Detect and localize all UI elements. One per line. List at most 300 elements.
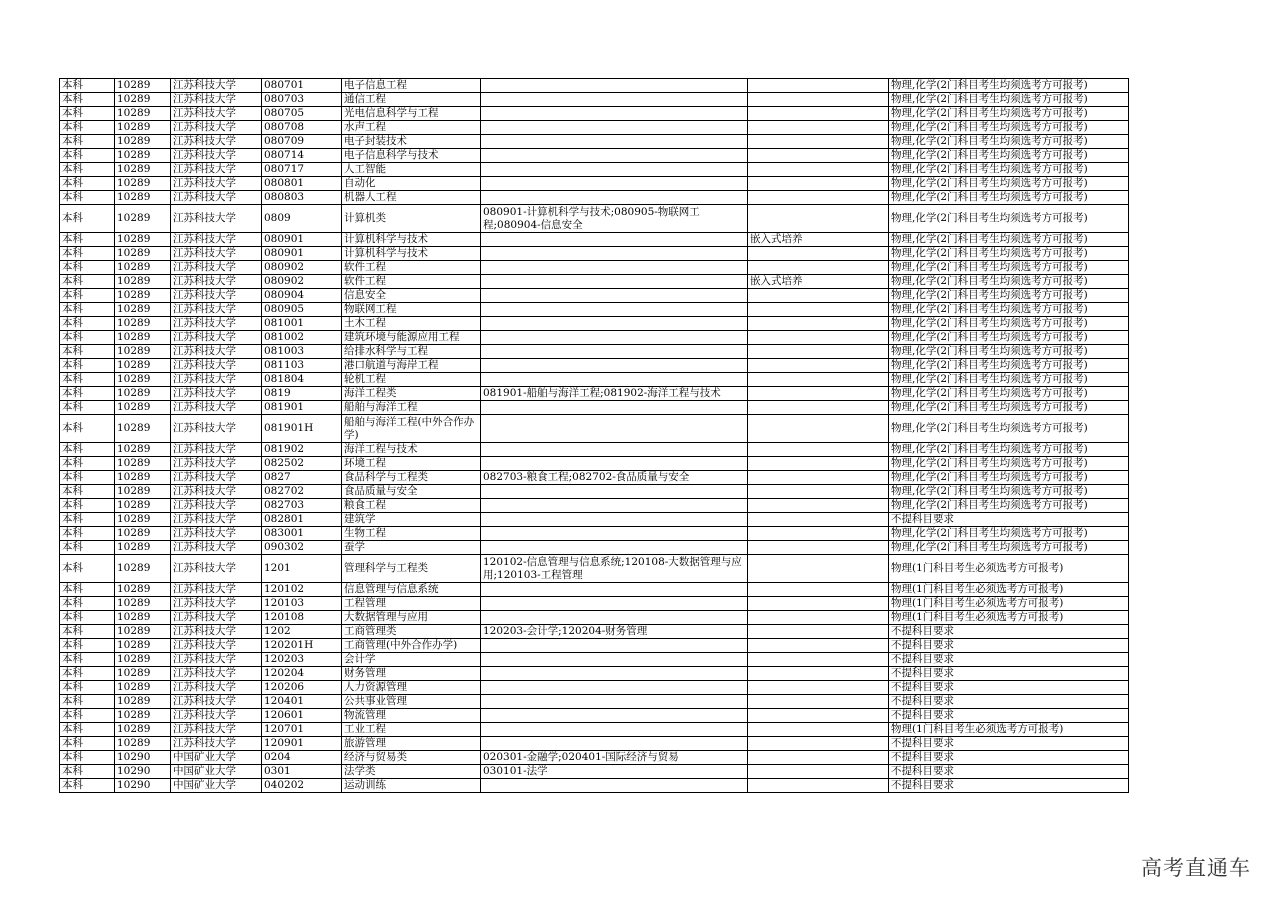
subject-requirement-cell: 物理,化学(2门科目考生均须选考方可报考) <box>889 303 1129 317</box>
level-cell: 本科 <box>60 345 115 359</box>
school-name-cell: 江苏科技大学 <box>171 163 262 177</box>
school-code-cell: 10289 <box>115 513 171 527</box>
subject-requirement-cell: 物理,化学(2门科目考生均须选考方可报考) <box>889 415 1129 443</box>
major-name-cell: 海洋工程与技术 <box>342 443 481 457</box>
major-name-cell: 海洋工程类 <box>342 387 481 401</box>
remark-cell <box>748 639 889 653</box>
major-name-cell: 通信工程 <box>342 93 481 107</box>
level-cell: 本科 <box>60 709 115 723</box>
table-row <box>60 107 1129 121</box>
data-table <box>59 78 1129 793</box>
remark-cell <box>748 667 889 681</box>
remark-cell <box>748 79 889 93</box>
school-code-cell: 10289 <box>115 387 171 401</box>
school-name-cell: 江苏科技大学 <box>171 415 262 443</box>
major-name-cell: 轮机工程 <box>342 373 481 387</box>
level-cell: 本科 <box>60 471 115 485</box>
major-name-cell: 工程管理 <box>342 597 481 611</box>
school-name-cell: 江苏科技大学 <box>171 177 262 191</box>
major-code-cell: 120108 <box>262 611 342 625</box>
school-code-cell: 10289 <box>115 345 171 359</box>
level-cell: 本科 <box>60 611 115 625</box>
level-cell: 本科 <box>60 639 115 653</box>
school-name-cell: 江苏科技大学 <box>171 107 262 121</box>
school-name-cell: 中国矿业大学 <box>171 765 262 779</box>
included-majors-cell <box>481 513 748 527</box>
table-row <box>60 79 1129 93</box>
table-row <box>60 555 1129 583</box>
included-majors-cell <box>481 191 748 205</box>
school-code-cell: 10290 <box>115 751 171 765</box>
major-code-cell: 040202 <box>262 779 342 793</box>
school-code-cell: 10289 <box>115 443 171 457</box>
remark-cell <box>748 191 889 205</box>
school-code-cell: 10289 <box>115 695 171 709</box>
remark-cell <box>748 163 889 177</box>
table-row <box>60 303 1129 317</box>
school-code-cell: 10289 <box>115 611 171 625</box>
included-majors-cell <box>481 415 748 443</box>
subject-requirement-cell: 物理(1门科目考生必须选考方可报考) <box>889 555 1129 583</box>
school-name-cell: 江苏科技大学 <box>171 303 262 317</box>
major-code-cell: 080901 <box>262 247 342 261</box>
included-majors-cell <box>481 457 748 471</box>
level-cell: 本科 <box>60 135 115 149</box>
major-code-cell: 120901 <box>262 737 342 751</box>
school-code-cell: 10289 <box>115 93 171 107</box>
school-code-cell: 10289 <box>115 401 171 415</box>
remark-cell <box>748 205 889 233</box>
school-code-cell: 10289 <box>115 527 171 541</box>
level-cell: 本科 <box>60 499 115 513</box>
school-name-cell: 江苏科技大学 <box>171 401 262 415</box>
major-code-cell: 081103 <box>262 359 342 373</box>
school-code-cell: 10289 <box>115 177 171 191</box>
school-code-cell: 10289 <box>115 471 171 485</box>
remark-cell <box>748 527 889 541</box>
level-cell: 本科 <box>60 373 115 387</box>
school-code-cell: 10289 <box>115 135 171 149</box>
major-name-cell: 电子信息工程 <box>342 79 481 93</box>
school-name-cell: 江苏科技大学 <box>171 527 262 541</box>
major-code-cell: 080902 <box>262 275 342 289</box>
school-code-cell: 10289 <box>115 331 171 345</box>
table-row <box>60 191 1129 205</box>
subject-requirement-cell: 不提科目要求 <box>889 751 1129 765</box>
major-code-cell: 120701 <box>262 723 342 737</box>
included-majors-cell <box>481 289 748 303</box>
table-row <box>60 177 1129 191</box>
school-code-cell: 10289 <box>115 205 171 233</box>
subject-requirement-cell: 物理,化学(2门科目考生均须选考方可报考) <box>889 191 1129 205</box>
remark-cell <box>748 723 889 737</box>
level-cell: 本科 <box>60 527 115 541</box>
level-cell: 本科 <box>60 149 115 163</box>
table-row <box>60 163 1129 177</box>
remark-cell <box>748 737 889 751</box>
remark-cell <box>748 485 889 499</box>
level-cell: 本科 <box>60 359 115 373</box>
table-row <box>60 359 1129 373</box>
school-code-cell: 10289 <box>115 289 171 303</box>
remark-cell <box>748 149 889 163</box>
school-name-cell: 江苏科技大学 <box>171 667 262 681</box>
subject-requirement-cell: 物理,化学(2门科目考生均须选考方可报考) <box>889 247 1129 261</box>
subject-requirement-cell: 不提科目要求 <box>889 709 1129 723</box>
level-cell: 本科 <box>60 289 115 303</box>
table-row <box>60 667 1129 681</box>
major-code-cell: 080705 <box>262 107 342 121</box>
major-name-cell: 生物工程 <box>342 527 481 541</box>
major-name-cell: 软件工程 <box>342 261 481 275</box>
remark-cell <box>748 387 889 401</box>
table-row <box>60 625 1129 639</box>
major-code-cell: 0204 <box>262 751 342 765</box>
major-name-cell: 法学类 <box>342 765 481 779</box>
major-code-cell: 120102 <box>262 583 342 597</box>
level-cell: 本科 <box>60 695 115 709</box>
major-name-cell: 计算机科学与技术 <box>342 247 481 261</box>
major-code-cell: 120103 <box>262 597 342 611</box>
level-cell: 本科 <box>60 317 115 331</box>
major-name-cell: 物联网工程 <box>342 303 481 317</box>
school-name-cell: 江苏科技大学 <box>171 639 262 653</box>
level-cell: 本科 <box>60 331 115 345</box>
subject-requirement-cell: 物理,化学(2门科目考生均须选考方可报考) <box>889 345 1129 359</box>
level-cell: 本科 <box>60 583 115 597</box>
school-name-cell: 江苏科技大学 <box>171 317 262 331</box>
remark-cell <box>748 443 889 457</box>
subject-requirement-cell: 不提科目要求 <box>889 513 1129 527</box>
remark-cell <box>748 415 889 443</box>
included-majors-cell <box>481 373 748 387</box>
school-name-cell: 江苏科技大学 <box>171 149 262 163</box>
included-majors-cell <box>481 359 748 373</box>
subject-requirement-cell: 物理,化学(2门科目考生均须选考方可报考) <box>889 107 1129 121</box>
subject-requirement-cell: 物理,化学(2门科目考生均须选考方可报考) <box>889 359 1129 373</box>
major-name-cell: 船舶与海洋工程(中外合作办学) <box>342 415 481 443</box>
school-code-cell: 10289 <box>115 303 171 317</box>
school-name-cell: 中国矿业大学 <box>171 751 262 765</box>
remark-cell <box>748 695 889 709</box>
table-row <box>60 765 1129 779</box>
included-majors-cell <box>481 163 748 177</box>
major-code-cell: 083001 <box>262 527 342 541</box>
school-code-cell: 10290 <box>115 779 171 793</box>
school-name-cell: 江苏科技大学 <box>171 93 262 107</box>
major-code-cell: 120601 <box>262 709 342 723</box>
table-row <box>60 499 1129 513</box>
subject-requirement-cell: 物理,化学(2门科目考生均须选考方可报考) <box>889 93 1129 107</box>
included-majors-cell <box>481 345 748 359</box>
major-name-cell: 光电信息科学与工程 <box>342 107 481 121</box>
subject-requirement-cell: 物理(1门科目考生必须选考方可报考) <box>889 723 1129 737</box>
included-majors-cell <box>481 93 748 107</box>
level-cell: 本科 <box>60 415 115 443</box>
included-majors-cell <box>481 233 748 247</box>
table-row <box>60 471 1129 485</box>
table-row <box>60 373 1129 387</box>
table-row <box>60 597 1129 611</box>
major-name-cell: 公共事业管理 <box>342 695 481 709</box>
school-code-cell: 10289 <box>115 275 171 289</box>
major-code-cell: 0819 <box>262 387 342 401</box>
remark-cell <box>748 107 889 121</box>
table-row <box>60 317 1129 331</box>
included-majors-cell <box>481 695 748 709</box>
major-code-cell: 120206 <box>262 681 342 695</box>
level-cell: 本科 <box>60 191 115 205</box>
included-majors-cell <box>481 597 748 611</box>
table-row <box>60 275 1129 289</box>
school-name-cell: 江苏科技大学 <box>171 681 262 695</box>
table-row <box>60 737 1129 751</box>
subject-requirement-cell: 物理,化学(2门科目考生均须选考方可报考) <box>889 541 1129 555</box>
subject-requirement-cell: 物理,化学(2门科目考生均须选考方可报考) <box>889 457 1129 471</box>
included-majors-cell <box>481 779 748 793</box>
table-row <box>60 513 1129 527</box>
table-body <box>60 79 1129 793</box>
school-code-cell: 10289 <box>115 261 171 275</box>
subject-requirement-cell: 物理(1门科目考生必须选考方可报考) <box>889 611 1129 625</box>
major-code-cell: 082703 <box>262 499 342 513</box>
included-majors-cell <box>481 401 748 415</box>
school-name-cell: 江苏科技大学 <box>171 275 262 289</box>
table-row <box>60 387 1129 401</box>
included-majors-cell: 120203-会计学;120204-财务管理 <box>481 625 748 639</box>
subject-requirement-cell: 物理(1门科目考生必须选考方可报考) <box>889 583 1129 597</box>
major-name-cell: 计算机科学与技术 <box>342 233 481 247</box>
school-code-cell: 10289 <box>115 247 171 261</box>
school-code-cell: 10289 <box>115 107 171 121</box>
major-code-cell: 080708 <box>262 121 342 135</box>
included-majors-cell <box>481 527 748 541</box>
table-row <box>60 93 1129 107</box>
remark-cell <box>748 177 889 191</box>
subject-requirement-cell: 物理,化学(2门科目考生均须选考方可报考) <box>889 485 1129 499</box>
level-cell: 本科 <box>60 247 115 261</box>
table-row <box>60 443 1129 457</box>
level-cell: 本科 <box>60 163 115 177</box>
table-row <box>60 261 1129 275</box>
included-majors-cell: 030101-法学 <box>481 765 748 779</box>
included-majors-cell <box>481 135 748 149</box>
included-majors-cell <box>481 303 748 317</box>
included-majors-cell <box>481 317 748 331</box>
school-name-cell: 江苏科技大学 <box>171 135 262 149</box>
included-majors-cell <box>481 107 748 121</box>
school-name-cell: 江苏科技大学 <box>171 709 262 723</box>
level-cell: 本科 <box>60 625 115 639</box>
school-code-cell: 10289 <box>115 681 171 695</box>
school-code-cell: 10289 <box>115 639 171 653</box>
school-code-cell: 10289 <box>115 583 171 597</box>
remark-cell <box>748 331 889 345</box>
major-code-cell: 0827 <box>262 471 342 485</box>
level-cell: 本科 <box>60 303 115 317</box>
school-code-cell: 10289 <box>115 317 171 331</box>
school-code-cell: 10289 <box>115 667 171 681</box>
school-name-cell: 江苏科技大学 <box>171 723 262 737</box>
remark-cell: 嵌入式培养 <box>748 233 889 247</box>
included-majors-cell <box>481 709 748 723</box>
included-majors-cell <box>481 681 748 695</box>
level-cell: 本科 <box>60 541 115 555</box>
subject-requirement-cell: 物理,化学(2门科目考生均须选考方可报考) <box>889 331 1129 345</box>
subject-requirement-cell: 不提科目要求 <box>889 667 1129 681</box>
school-code-cell: 10289 <box>115 79 171 93</box>
included-majors-cell <box>481 79 748 93</box>
school-name-cell: 江苏科技大学 <box>171 737 262 751</box>
school-code-cell: 10289 <box>115 359 171 373</box>
remark-cell <box>748 513 889 527</box>
school-name-cell: 江苏科技大学 <box>171 247 262 261</box>
school-name-cell: 江苏科技大学 <box>171 541 262 555</box>
included-majors-cell <box>481 499 748 513</box>
school-code-cell: 10290 <box>115 765 171 779</box>
school-name-cell: 江苏科技大学 <box>171 583 262 597</box>
remark-cell <box>748 261 889 275</box>
major-code-cell: 120204 <box>262 667 342 681</box>
major-code-cell: 082702 <box>262 485 342 499</box>
included-majors-cell: 082703-粮食工程;082702-食品质量与安全 <box>481 471 748 485</box>
major-name-cell: 自动化 <box>342 177 481 191</box>
school-code-cell: 10289 <box>115 541 171 555</box>
school-code-cell: 10289 <box>115 149 171 163</box>
major-name-cell: 财务管理 <box>342 667 481 681</box>
major-name-cell: 建筑学 <box>342 513 481 527</box>
school-code-cell: 10289 <box>115 625 171 639</box>
included-majors-cell <box>481 667 748 681</box>
subject-requirement-cell: 物理,化学(2门科目考生均须选考方可报考) <box>889 275 1129 289</box>
level-cell: 本科 <box>60 723 115 737</box>
school-name-cell: 江苏科技大学 <box>171 471 262 485</box>
school-name-cell: 江苏科技大学 <box>171 653 262 667</box>
level-cell: 本科 <box>60 513 115 527</box>
table-row <box>60 135 1129 149</box>
subject-requirement-cell: 物理,化学(2门科目考生均须选考方可报考) <box>889 499 1129 513</box>
level-cell: 本科 <box>60 79 115 93</box>
subject-requirement-cell: 物理,化学(2门科目考生均须选考方可报考) <box>889 317 1129 331</box>
remark-cell <box>748 135 889 149</box>
major-code-cell: 120201H <box>262 639 342 653</box>
school-name-cell: 江苏科技大学 <box>171 611 262 625</box>
major-name-cell: 人工智能 <box>342 163 481 177</box>
major-code-cell: 0809 <box>262 205 342 233</box>
subject-requirement-cell: 不提科目要求 <box>889 681 1129 695</box>
subject-requirement-cell: 物理,化学(2门科目考生均须选考方可报考) <box>889 149 1129 163</box>
table-row <box>60 415 1129 443</box>
subject-requirement-cell: 物理(1门科目考生必须选考方可报考) <box>889 597 1129 611</box>
remark-cell <box>748 303 889 317</box>
table-row <box>60 149 1129 163</box>
remark-cell <box>748 765 889 779</box>
table-row <box>60 779 1129 793</box>
major-name-cell: 工业工程 <box>342 723 481 737</box>
school-name-cell: 江苏科技大学 <box>171 205 262 233</box>
subject-requirement-cell: 物理,化学(2门科目考生均须选考方可报考) <box>889 373 1129 387</box>
major-name-cell: 信息安全 <box>342 289 481 303</box>
major-code-cell: 081901H <box>262 415 342 443</box>
subject-requirement-cell: 物理,化学(2门科目考生均须选考方可报考) <box>889 135 1129 149</box>
included-majors-cell <box>481 247 748 261</box>
school-name-cell: 江苏科技大学 <box>171 331 262 345</box>
table-row <box>60 723 1129 737</box>
major-code-cell: 1202 <box>262 625 342 639</box>
included-majors-cell <box>481 177 748 191</box>
major-name-cell: 经济与贸易类 <box>342 751 481 765</box>
remark-cell <box>748 653 889 667</box>
included-majors-cell: 080901-计算机科学与技术;080905-物联网工程;080904-信息安全 <box>481 205 748 233</box>
school-name-cell: 江苏科技大学 <box>171 191 262 205</box>
table-row <box>60 345 1129 359</box>
major-code-cell: 081901 <box>262 401 342 415</box>
major-code-cell: 090302 <box>262 541 342 555</box>
school-name-cell: 江苏科技大学 <box>171 373 262 387</box>
remark-cell <box>748 541 889 555</box>
major-code-cell: 081003 <box>262 345 342 359</box>
major-name-cell: 机器人工程 <box>342 191 481 205</box>
remark-cell <box>748 555 889 583</box>
school-name-cell: 江苏科技大学 <box>171 597 262 611</box>
table-row <box>60 527 1129 541</box>
table-row <box>60 401 1129 415</box>
major-code-cell: 120401 <box>262 695 342 709</box>
remark-cell <box>748 611 889 625</box>
included-majors-cell <box>481 737 748 751</box>
subject-requirement-cell: 物理,化学(2门科目考生均须选考方可报考) <box>889 233 1129 247</box>
remark-cell <box>748 625 889 639</box>
included-majors-cell <box>481 331 748 345</box>
included-majors-cell <box>481 261 748 275</box>
level-cell: 本科 <box>60 93 115 107</box>
school-name-cell: 中国矿业大学 <box>171 779 262 793</box>
school-code-cell: 10289 <box>115 415 171 443</box>
major-name-cell: 电子封装技术 <box>342 135 481 149</box>
subject-requirement-cell: 物理,化学(2门科目考生均须选考方可报考) <box>889 387 1129 401</box>
table-row <box>60 205 1129 233</box>
level-cell: 本科 <box>60 443 115 457</box>
major-code-cell: 080709 <box>262 135 342 149</box>
major-code-cell: 082801 <box>262 513 342 527</box>
major-name-cell: 建筑环境与能源应用工程 <box>342 331 481 345</box>
level-cell: 本科 <box>60 765 115 779</box>
school-name-cell: 江苏科技大学 <box>171 261 262 275</box>
school-code-cell: 10289 <box>115 163 171 177</box>
school-name-cell: 江苏科技大学 <box>171 443 262 457</box>
major-code-cell: 081001 <box>262 317 342 331</box>
major-name-cell: 土木工程 <box>342 317 481 331</box>
school-name-cell: 江苏科技大学 <box>171 345 262 359</box>
table-row <box>60 485 1129 499</box>
included-majors-cell <box>481 149 748 163</box>
subject-requirement-cell: 物理,化学(2门科目考生均须选考方可报考) <box>889 471 1129 485</box>
subject-requirement-cell: 物理,化学(2门科目考生均须选考方可报考) <box>889 443 1129 457</box>
major-name-cell: 粮食工程 <box>342 499 481 513</box>
major-name-cell: 水声工程 <box>342 121 481 135</box>
table-row <box>60 331 1129 345</box>
table-row <box>60 695 1129 709</box>
remark-cell <box>748 359 889 373</box>
level-cell: 本科 <box>60 177 115 191</box>
major-name-cell: 工商管理类 <box>342 625 481 639</box>
major-name-cell: 物流管理 <box>342 709 481 723</box>
remark-cell <box>748 345 889 359</box>
remark-cell <box>748 317 889 331</box>
major-code-cell: 080801 <box>262 177 342 191</box>
school-code-cell: 10289 <box>115 709 171 723</box>
school-code-cell: 10289 <box>115 233 171 247</box>
